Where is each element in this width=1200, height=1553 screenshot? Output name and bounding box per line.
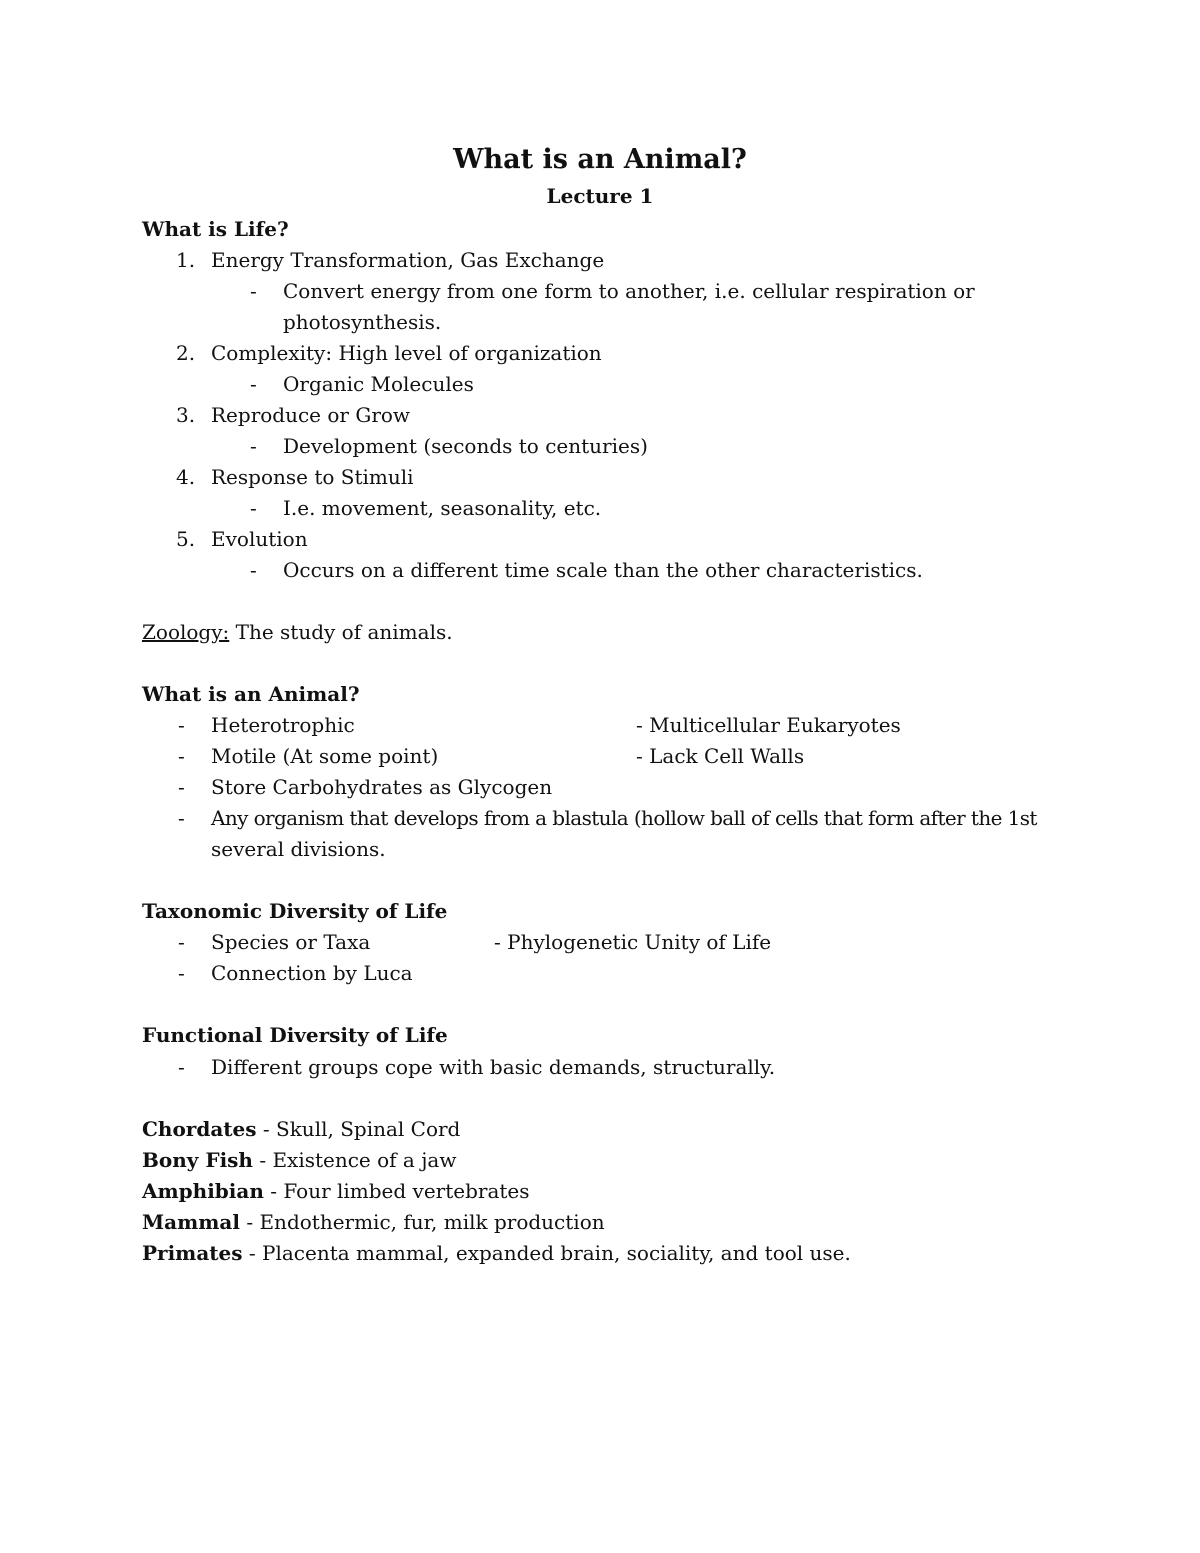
dash: - — [178, 1055, 185, 1079]
zoology-text: The study of animals. — [229, 620, 453, 644]
zoology-term: Zoology: — [142, 620, 230, 644]
group-name: Mammal — [142, 1210, 240, 1234]
sub-item-continued: photosynthesis. — [283, 310, 442, 334]
dash: - — [250, 279, 257, 303]
section-heading-functional: Functional Diversity of Life — [142, 1023, 448, 1047]
list-number: 3. — [176, 403, 196, 427]
bullet-item: Heterotrophic — [211, 713, 355, 737]
sub-item: Development (seconds to centuries) — [283, 434, 648, 458]
dash: - — [178, 930, 185, 954]
list-item: Evolution — [211, 527, 308, 551]
sub-item: Occurs on a different time scale than the other characteristics. — [283, 558, 923, 582]
group-line-chordates — [142, 1114, 460, 1144]
group-description: - Placenta mammal, expanded brain, sociality, and tool use. — [242, 1241, 851, 1265]
list-number: 5. — [176, 527, 196, 551]
list-item: Response to Stimuli — [211, 465, 414, 489]
group-name: Primates — [142, 1241, 243, 1265]
bullet-item: Any organism that develops from a blastula (hollow ball of cells that form after the 1st — [211, 806, 1037, 830]
dash: - — [178, 961, 185, 985]
sub-item: I.e. movement, seasonality, etc. — [283, 496, 602, 520]
dash: - — [178, 806, 185, 830]
dash: - — [178, 744, 185, 768]
list-number: 2. — [176, 341, 196, 365]
bullet-item-right: - Multicellular Eukaryotes — [636, 713, 901, 737]
list-number: 1. — [176, 248, 196, 272]
list-item: Reproduce or Grow — [211, 403, 411, 427]
group-line-bony-fish — [142, 1145, 456, 1175]
group-name: Bony Fish — [142, 1148, 253, 1172]
dash: - — [250, 434, 257, 458]
bullet-item-right: - Lack Cell Walls — [636, 744, 805, 768]
group-description: - Existence of a jaw — [252, 1148, 457, 1172]
sub-item: Organic Molecules — [283, 372, 474, 396]
section-heading-animal: What is an Animal? — [142, 682, 360, 706]
dash: - — [250, 372, 257, 396]
bullet-item: Different groups cope with basic demands, structurally. — [211, 1055, 776, 1079]
bullet-item: Motile (At some point) — [211, 744, 439, 768]
bullet-item: Store Carbohydrates as Glycogen — [211, 775, 553, 799]
group-line-amphibian — [142, 1176, 530, 1206]
page-title: What is an Animal? — [453, 144, 747, 175]
list-item: Energy Transformation, Gas Exchange — [211, 248, 605, 272]
dash: - — [250, 558, 257, 582]
dash: - — [178, 775, 185, 799]
group-line-mammal — [142, 1207, 605, 1237]
list-number: 4. — [176, 465, 196, 489]
bullet-item: Connection by Luca — [211, 961, 413, 985]
dash: - — [250, 496, 257, 520]
bullet-item-continued: several divisions. — [211, 837, 386, 861]
sub-item: Convert energy from one form to another, i.e. cellular respiration or — [283, 279, 975, 303]
zoology-definition — [142, 617, 453, 647]
list-item: Complexity: High level of organization — [211, 341, 602, 365]
bullet-item-right: - Phylogenetic Unity of Life — [494, 930, 772, 954]
group-name: Amphibian — [142, 1179, 264, 1203]
section-heading-life: What is Life? — [142, 217, 289, 241]
page-subtitle: Lecture 1 — [546, 184, 654, 208]
group-line-primates — [142, 1238, 851, 1268]
group-description: - Four limbed vertebrates — [263, 1179, 530, 1203]
group-description: - Endothermic, fur, milk production — [239, 1210, 605, 1234]
group-name: Chordates — [142, 1117, 257, 1141]
bullet-item: Species or Taxa — [211, 930, 371, 954]
group-description: - Skull, Spinal Cord — [256, 1117, 461, 1141]
dash: - — [178, 713, 185, 737]
section-heading-taxonomic: Taxonomic Diversity of Life — [142, 899, 448, 923]
